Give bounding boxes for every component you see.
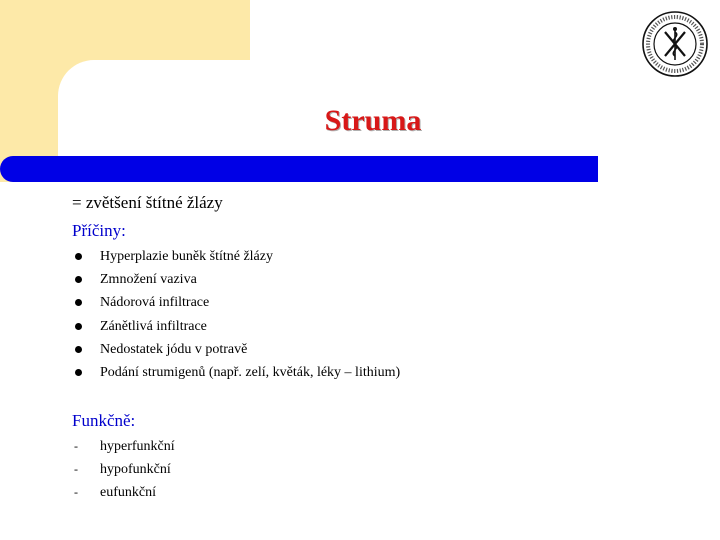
function-heading: Funkčně: xyxy=(72,411,136,430)
list-item xyxy=(72,338,400,361)
list-item-text: Hyperplazie buněk štítné žlázy xyxy=(100,249,273,264)
slide-title: Struma xyxy=(324,104,422,137)
list-item-text: hyperfunkční xyxy=(100,439,175,454)
dash-icon: - xyxy=(74,462,78,477)
list-item xyxy=(72,268,400,291)
list-item-text: Podání strumigenů (např. zelí, květák, léky – lithium) xyxy=(100,364,401,380)
dash-icon: - xyxy=(74,485,78,500)
bullet-icon xyxy=(75,253,82,260)
dash-icon: - xyxy=(74,439,78,453)
causes-list xyxy=(72,245,400,384)
causes-heading: Příčiny: xyxy=(72,221,126,240)
list-item xyxy=(72,481,175,504)
list-item xyxy=(72,291,400,314)
list-item-text: hypofunkční xyxy=(100,462,171,478)
list-item-text: Nedostatek jódu v potravě xyxy=(100,341,248,357)
bullet-icon xyxy=(75,346,82,353)
list-item xyxy=(72,458,175,481)
list-item-text: Nádorová infiltrace xyxy=(100,295,210,311)
list-item-text: eufunkční xyxy=(100,485,156,501)
bullet-icon xyxy=(75,276,82,283)
list-item xyxy=(72,435,175,458)
definition-text: = zvětšení štítné žlázy xyxy=(72,193,223,212)
list-item-text: Zmnožení vaziva xyxy=(100,272,197,288)
list-item xyxy=(72,361,400,384)
list-item xyxy=(72,245,400,268)
university-seal-icon xyxy=(641,10,709,78)
list-item-text: Zánětlivá infiltrace xyxy=(100,318,207,334)
list-item xyxy=(72,315,400,338)
bullet-icon xyxy=(75,323,82,330)
decorative-blue-bar xyxy=(0,156,598,182)
function-list xyxy=(72,435,175,505)
bullet-icon xyxy=(75,369,82,376)
bullet-icon xyxy=(75,299,82,306)
